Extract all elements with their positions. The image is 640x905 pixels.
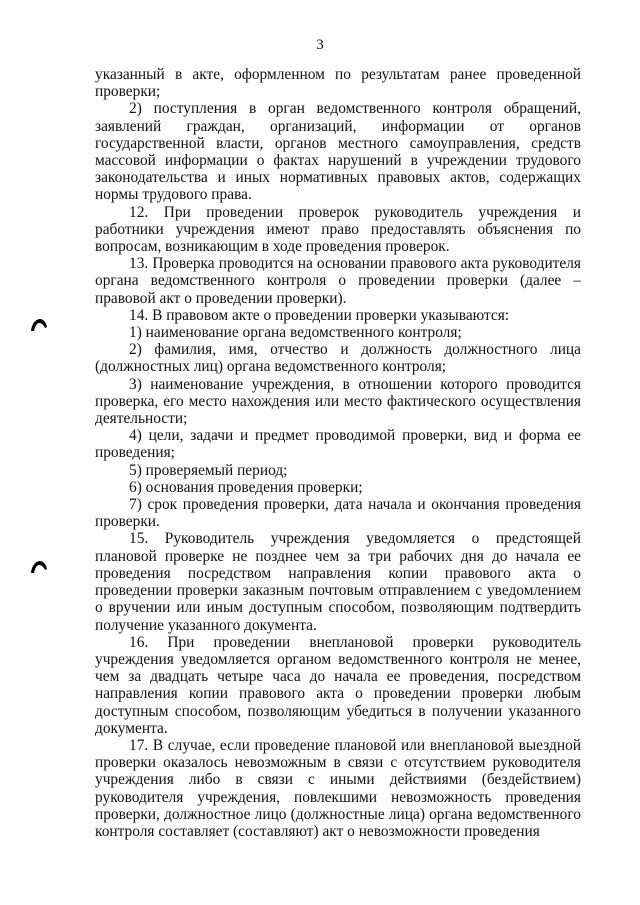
paragraph-continuation: указанный в акте, оформленном по результатам ранее проведенной проверки;	[95, 66, 581, 101]
paragraph-14-item-7: 7) срок проведения проверки, дата начала и окончания проведения проверки.	[95, 496, 581, 531]
paragraph-14-item-4: 4) цели, задачи и предмет проводимой проверки, вид и форма ее проведения;	[95, 427, 581, 462]
paragraph-14: 14. В правовом акте о проведении проверки указываются:	[129, 306, 510, 324]
paragraph-12: 12. При проведении проверок руководитель учреждения и работники учреждения имеют право предоставлять объяснения по вопросам, возникающим в ходе проведения проверок.	[95, 203, 581, 256]
paragraph-item-2-appeals: 2) поступления в орган ведомственного контроля обращений, заявлений граждан, организаций, информации от органов государственной власти, органов местного самоуправления, средств массовой информации о фактах нарушений в учреждении трудового законодательства и иных нормативных правовых актов, содержащих нормы трудового права.	[95, 100, 581, 204]
paragraph-14-item-6: 6) основания проведения проверки;	[129, 478, 363, 496]
paragraph-14-item-3: 3) наименование учреждения, в отношении которого проводится проверка, его место нахождения или место фактического осуществления деятельности;	[95, 375, 581, 428]
paragraph-14-item-5: 5) проверяемый период;	[129, 461, 288, 479]
binding-hole-mark-top	[30, 318, 48, 332]
binding-hole-mark-bottom	[30, 560, 48, 574]
paragraph-14-item-2: 2) фамилия, имя, отчество и должность должностного лица (должностных лиц) органа ведомственного контроля;	[95, 341, 581, 376]
page-number: 3	[316, 37, 324, 53]
paragraph-15: 15. Руководитель учреждения уведомляется о предстоящей плановой проверке не позднее чем за три рабочих дня до начала ее проведения посредством направления копии правового акта о проведении проверки заказным почтовым отправлением с уведомлением о вручении или иным доступным способом, позволяющим подтвердить получение указанного документа.	[95, 530, 581, 634]
paragraph-13: 13. Проверка проводится на основании правового акта руководителя органа ведомственного контроля о проведении проверки (далее – правовой акт о проведении проверки).	[95, 255, 581, 307]
paragraph-16: 16. При проведении внеплановой проверки руководитель учреждения уведомляется органом ведомственного контроля не менее, чем за двадцать четыре часа до начала ее проведения, посредством направления копии правового акта о проведении проверки любым доступным способом, позволяющим убедиться в получении указанного документа.	[95, 633, 581, 737]
paragraph-17: 17. В случае, если проведение плановой или внеплановой выездной проверки оказалось невозможным в связи с отсутствием руководителя учреждения либо в связи с иными действиями (бездействием) руководителя учреждения, повлекшими невозможность проведения проверки, должностное лицо (должностные лица) органа ведомственного контроля составляет (составляют) акт о невозможности проведения	[95, 736, 581, 840]
paragraph-14-item-1: 1) наименование органа ведомственного контроля;	[129, 324, 462, 342]
document-body	[95, 66, 581, 840]
